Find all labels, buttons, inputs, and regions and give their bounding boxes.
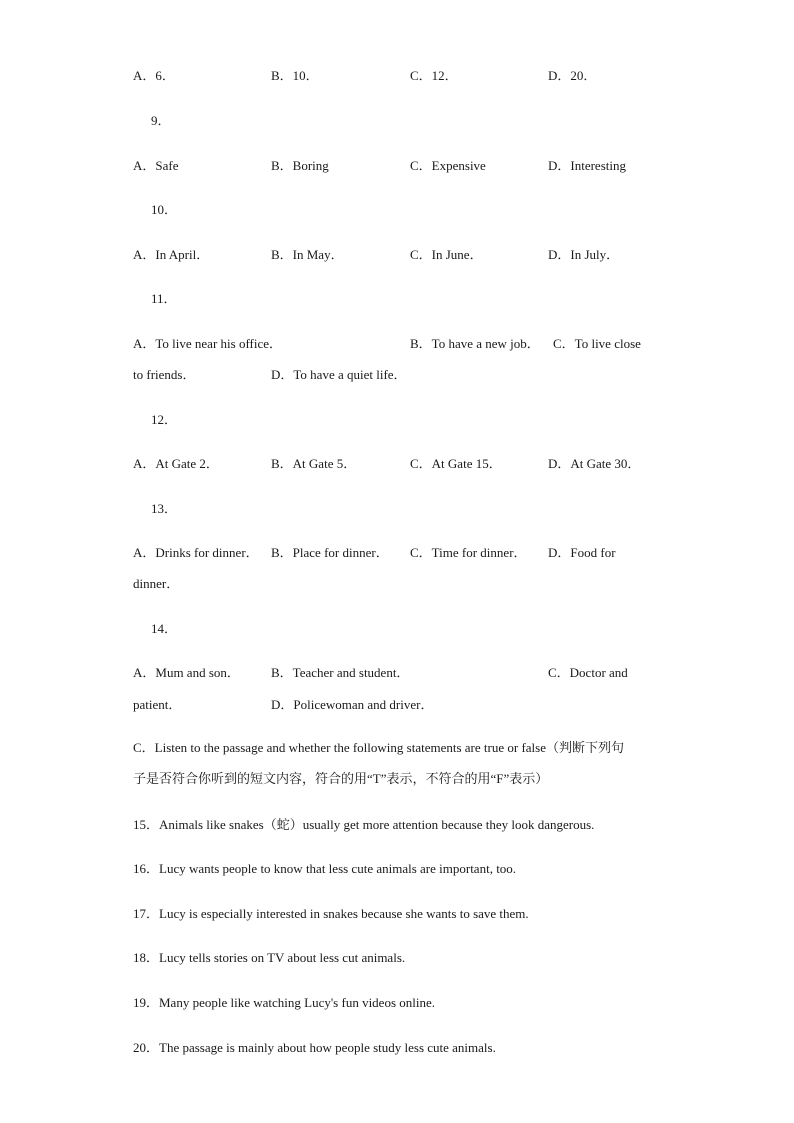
q14-option-d: D．Policewoman and driver． <box>271 697 434 712</box>
q8-option-d: D．20． <box>548 68 597 83</box>
q14-option-c: C．Doctor and <box>548 665 628 680</box>
section-c-instruction-line1: C．Listen to the passage and whether the following statements are true or false（判断下列句 <box>133 740 624 755</box>
statement-20: 20．The passage is mainly about how people study less cute animals. <box>133 1040 496 1055</box>
q9-option-d: D．Interesting <box>548 158 626 173</box>
q10-option-c: C．In June． <box>410 247 483 262</box>
q14-option-c-cont: patient． <box>133 697 182 712</box>
q11-option-b: B．To have a new job． <box>410 336 540 351</box>
q8-option-c: C．12． <box>410 68 458 83</box>
statement-15: 15．Animals like snakes（蛇）usually get more attention because they look dangerous. <box>133 817 595 832</box>
q13-option-d-cont: dinner． <box>133 576 180 591</box>
q12-option-d: D．At Gate 30． <box>548 456 641 471</box>
q11-option-a: A．To live near his office． <box>133 336 283 351</box>
q11-option-c: C．To live close <box>553 336 641 351</box>
q11-option-c-cont: to friends． <box>133 367 196 382</box>
q9-option-a: A．Safe <box>133 158 179 173</box>
q10-number: 10． <box>151 202 178 217</box>
q12-option-a: A．At Gate 2． <box>133 456 219 471</box>
q10-option-a: A．In April． <box>133 247 210 262</box>
q10-option-d: D．In July． <box>548 247 620 262</box>
q14-option-a: A．Mum and son． <box>133 665 240 680</box>
statement-16: 16．Lucy wants people to know that less cute animals are important, too. <box>133 861 517 876</box>
q13-option-d: D．Food for <box>548 545 616 560</box>
q9-option-c: C．Expensive <box>410 158 486 173</box>
q13-option-c: C．Time for dinner． <box>410 545 527 560</box>
statement-17: 17．Lucy is especially interested in snakes because she wants to save them. <box>133 906 529 921</box>
q13-option-a: A．Drinks for dinner． <box>133 545 259 560</box>
q11-option-d: D．To have a quiet life． <box>271 367 407 382</box>
section-c-instruction-line2: 子是否符合你听到的短文内容，符合的用“T”表示，不符合的用“F”表示） <box>133 771 549 786</box>
q10-option-b: B．In May． <box>271 247 344 262</box>
q11-number: 11． <box>151 291 177 306</box>
statement-19: 19．Many people like watching Lucy's fun videos online. <box>133 995 436 1010</box>
q12-number: 12． <box>151 412 178 427</box>
q12-option-c: C．At Gate 15． <box>410 456 502 471</box>
q9-option-b: B．Boring <box>271 158 329 173</box>
q12-option-b: B．At Gate 5． <box>271 456 357 471</box>
q13-number: 13． <box>151 501 178 516</box>
q13-option-b: B．Place for dinner． <box>271 545 389 560</box>
q14-number: 14． <box>151 621 178 636</box>
q8-option-a: A．6． <box>133 68 175 83</box>
q14-option-b: B．Teacher and student． <box>271 665 410 680</box>
statement-18: 18．Lucy tells stories on TV about less cut animals. <box>133 950 406 965</box>
q8-option-b: B．10． <box>271 68 319 83</box>
q9-number: 9． <box>151 113 171 128</box>
